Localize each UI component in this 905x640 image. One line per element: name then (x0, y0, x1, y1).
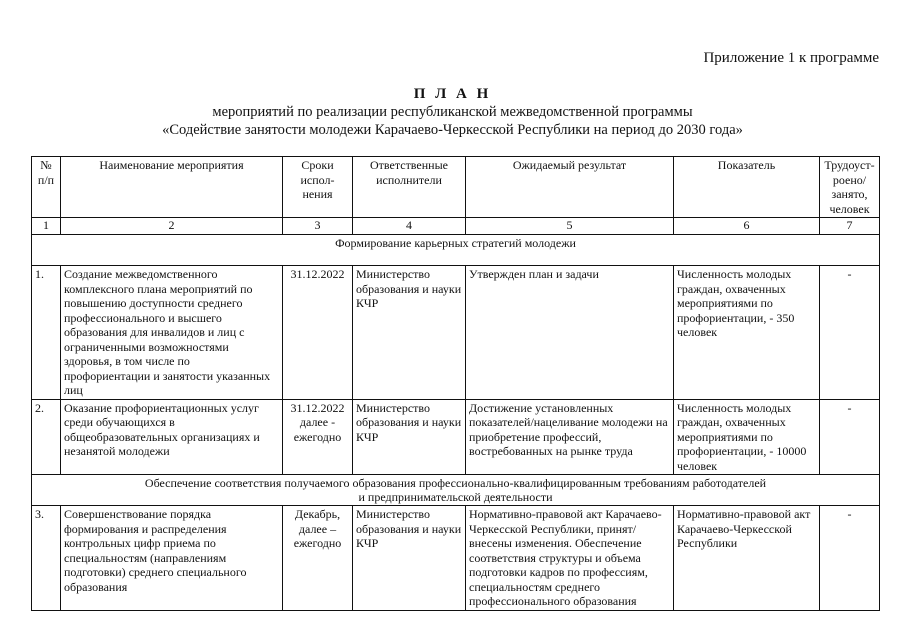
table-row (32, 506, 880, 611)
header-result: Ожидаемый результат (466, 157, 674, 218)
header-row (32, 157, 880, 218)
col-number: 2 (61, 218, 283, 235)
column-numbers-row (32, 218, 880, 235)
row-name: Совершенствование порядка формирования и распределения контрольных цифр приема по специальностям (направлениям подготовки) среднего специального образования (61, 506, 283, 611)
section-title (32, 475, 880, 506)
col-number: 5 (466, 218, 674, 235)
table-row (32, 399, 880, 475)
appendix-label: Приложение 1 к программе (703, 50, 879, 66)
header-executors: Ответственные исполнители (353, 157, 466, 218)
header-employed: Трудоуст-роено/ занято, человек (820, 157, 880, 218)
row-executors: Министерство образования и науки КЧР (353, 506, 466, 611)
header-num: № п/п (32, 157, 61, 218)
document-title: П Л А Н (413, 86, 492, 102)
section-row (32, 235, 880, 266)
row-executors: Министерство образования и науки КЧР (353, 399, 466, 475)
row-result: Нормативно-правовой акт Карачаево-Черкесской Республики, принят/внесены изменения. Обеспечение соответствия структуры и объема подготовки кадров по профессиям, специальностям среднего профессионального образования (466, 506, 674, 611)
row-result: Достижение установленных показателей/нацеливание молодежи на приобретение профессий, востребованных на рынке труда (466, 399, 674, 475)
plan-table (31, 156, 880, 611)
header-indicator: Показатель (674, 157, 820, 218)
col-number: 4 (353, 218, 466, 235)
row-executors: Министерство образования и науки КЧР (353, 266, 466, 400)
section-title-line1: Обеспечение соответствия получаемого образования профессионально-квалифицированным требованиям работодателей (144, 476, 767, 490)
col-number: 6 (674, 218, 820, 235)
row-employed: - (820, 506, 880, 611)
table-row (32, 266, 880, 400)
section-title-line2: и предпринимательской деятельности (358, 490, 553, 504)
row-result: Утвержден план и задачи (466, 266, 674, 400)
col-number: 3 (283, 218, 353, 235)
document-subtitle-line2: «Содействие занятости молодежи Карачаево-Черкесской Республики на период до 2030 года» (162, 122, 743, 138)
row-employed: - (820, 399, 880, 475)
row-indicator: Численность молодых граждан, охваченных мероприятиями по профориентации, - 350 человек (674, 266, 820, 400)
header-dates: Сроки испол-нения (283, 157, 353, 218)
row-name: Оказание профориентационных услуг среди обучающихся в общеобразовательных организациях и незанятой молодежи (61, 399, 283, 475)
row-dates: Декабрь, далее – ежегодно (283, 506, 353, 611)
row-num: 2. (32, 399, 61, 475)
title-block (0, 85, 905, 139)
row-num: 1. (32, 266, 61, 400)
row-dates: 31.12.2022 далее - ежегодно (283, 399, 353, 475)
section-row (32, 475, 880, 506)
row-num: 3. (32, 506, 61, 611)
col-number: 7 (820, 218, 880, 235)
row-indicator: Численность молодых граждан, охваченных мероприятиями по профориентации, - 10000 человек (674, 399, 820, 475)
row-name: Создание межведомственного комплексного плана мероприятий по повышению доступности среднего профессионального и высшего образования для инвалидов и лиц с ограниченными возможностями здоровья, в том числе по профориентации и занятости указанных лиц (61, 266, 283, 400)
col-number: 1 (32, 218, 61, 235)
section-title: Формирование карьерных стратегий молодежи (32, 235, 880, 266)
row-employed: - (820, 266, 880, 400)
row-dates: 31.12.2022 (283, 266, 353, 400)
row-indicator: Нормативно-правовой акт Карачаево-Черкесской Республики (674, 506, 820, 611)
document-subtitle-line1: мероприятий по реализации республиканской межведомственной программы (212, 104, 693, 120)
header-name: Наименование мероприятия (61, 157, 283, 218)
